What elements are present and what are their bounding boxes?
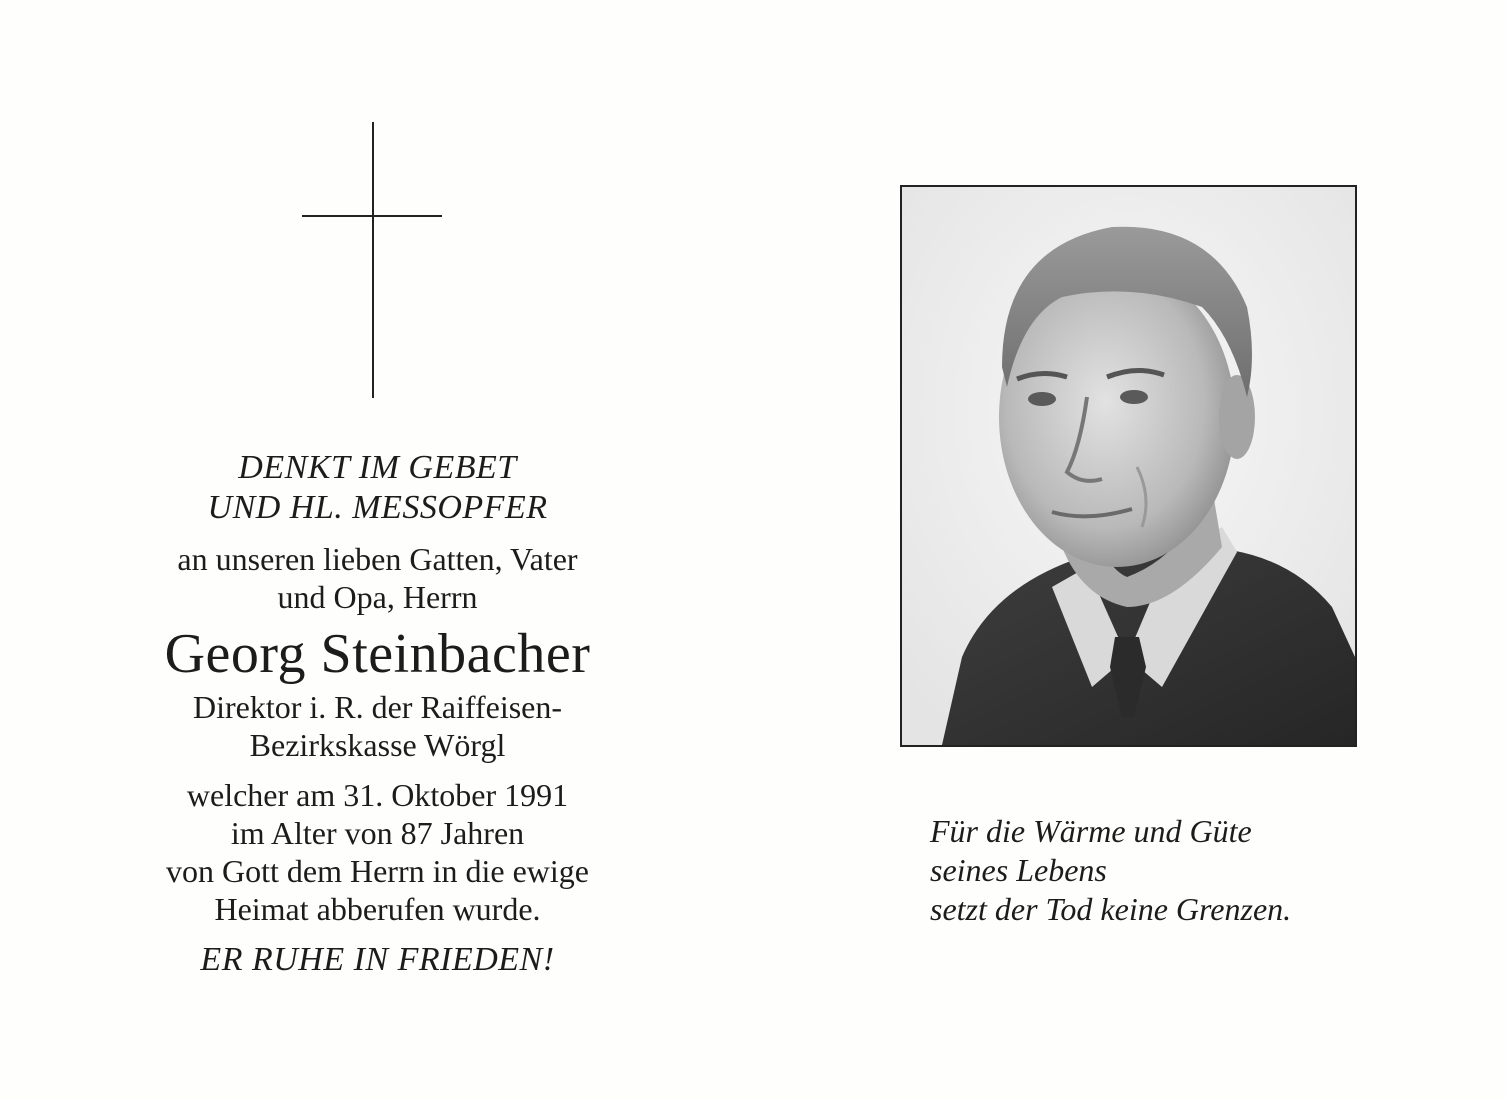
cross-icon [302, 122, 442, 398]
portrait-photo [900, 185, 1357, 747]
deceased-name: Georg Steinbacher [164, 623, 591, 685]
title-line-2: Bezirkskasse Wörgl [249, 727, 506, 763]
closing-line: ER RUHE IN FRIEDEN! [200, 941, 555, 978]
cross-horizontal-bar [302, 215, 442, 217]
death-line-3: von Gott dem Herrn in die ewige [166, 853, 589, 889]
memorial-quote [930, 812, 1450, 929]
quote-line-1: Für die Wärme und Güte [930, 813, 1252, 849]
death-line-4: Heimat abberufen wurde. [214, 891, 541, 927]
memorial-text [100, 448, 655, 980]
intro-caps-line-2: UND HL. MESSOPFER [207, 489, 548, 526]
quote-line-2: seines Lebens [930, 852, 1107, 888]
intro-caps-line-1: DENKT IM GEBET [238, 449, 517, 486]
dedication-line-1: an unseren lieben Gatten, Vater [177, 541, 578, 577]
cross-vertical-bar [372, 122, 374, 398]
death-line-1: welcher am 31. Oktober 1991 [186, 777, 569, 813]
quote-line-3: setzt der Tod keine Grenzen. [930, 891, 1292, 927]
title-line-1: Direktor i. R. der Raiffeisen- [192, 689, 563, 725]
portrait-image [902, 187, 1355, 745]
dedication-line-2: und Opa, Herrn [277, 579, 478, 615]
death-line-2: im Alter von 87 Jahren [230, 815, 525, 851]
